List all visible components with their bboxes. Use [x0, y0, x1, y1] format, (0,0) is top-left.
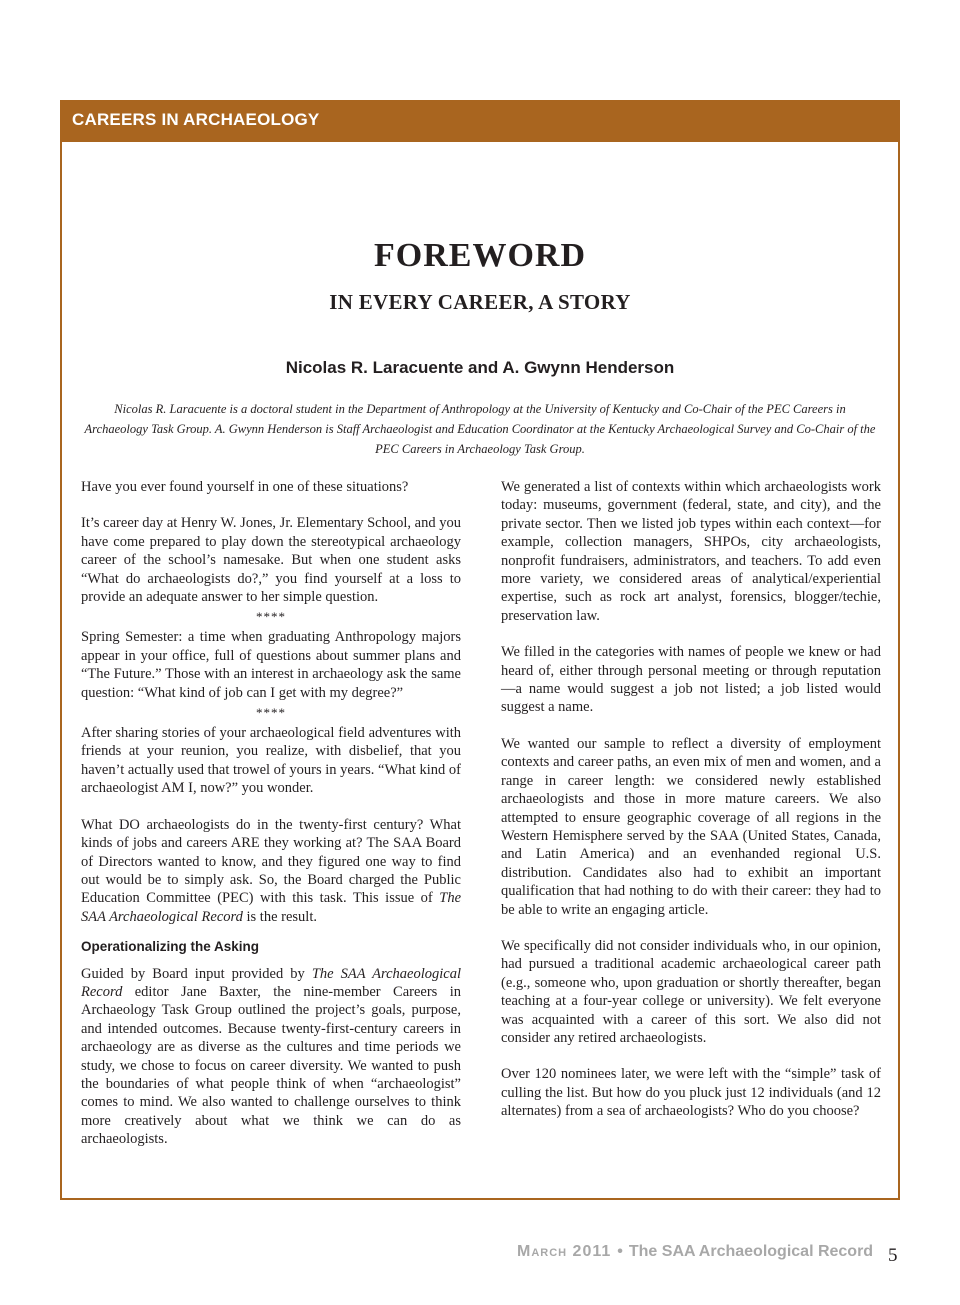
right-column [501, 478, 881, 1139]
article-title: FOREWORD [374, 237, 586, 274]
paragraph: After sharing stories of your archaeological field adventures with friends at your reunion, you realize, with disbelief, that you haven’t actually used that trowel of yours in years. “What kind of archaeologist AM I, now?” you wonder. [81, 725, 461, 797]
paragraph: Over 120 nominees later, we were left with the “simple” task of culling the list. But how do you pluck just 12 individuals (and 12 alternates) from a sea of archaeologists? Who do you choose? [501, 1066, 881, 1120]
paragraph: Have you ever found yourself in one of these situations? [81, 479, 409, 495]
paragraph [81, 816, 461, 926]
paragraph: We specifically did not consider individuals who, in our opinion, had pursued a traditional academic archaeological career path (e.g., someone who, upon graduation or shortly thereafter, began teaching at a four-year college or university). We felt everyone was acquainted with a career of this sort. We also did not consider any retired archaeologists. [501, 937, 881, 1046]
paragraph: Spring Semester: a time when graduating Anthropology majors appear in your office, full of questions about summer plans and “The Future.” Those with an interest in archaeology ask the same question: “What kind of job can I get with my degree?” [81, 629, 461, 701]
publication-name: The SAA Archaeological Record [628, 1243, 874, 1260]
issue-date: March 2011 [517, 1243, 612, 1260]
article-authors: Nicolas R. Laracuente and A. Gwynn Henderson [285, 358, 675, 377]
paragraph: We generated a list of contexts within which archaeologists work today: museums, government (federal, state, and city), and the private sector. Then we listed job types within each context—for example, collection managers, SHPOs, city archaeologists, nonprofit fundraisers, administrators, and teachers. To add even more variety, we considered areas of analytical/experiential expertise, such as rock art analyst, forensics, blogger/techie, preservation law. [501, 479, 881, 624]
text-run: is the result. [242, 908, 317, 925]
paragraph: It’s career day at Henry W. Jones, Jr. Elementary School, and you have come prepared to play down the stereotypical archaeology career of the school’s namesake. But when one student asks “What do archaeologists do?,” you find yourself at a loss to provide an adequate answer to her simple question. [81, 515, 461, 606]
text-run: editor Jane Baxter, the nine-member Careers in Archaeology Task Group outlined the project’s goals, purpose, and intended outcomes. Because twenty-first-century careers in archaeology are as diverse as the cultures and time periods we study, we chose to focus on career diversity. We wanted to push the boundaries of what people think of when “archaeologist” comes to mind. We also wanted to challenge ourselves to think more creatively about what we think we can do as archaeologists. [81, 983, 461, 1148]
left-column [81, 478, 461, 1167]
article-subtitle: IN EVERY CAREER, A STORY [329, 290, 631, 314]
bullet-separator: • [617, 1243, 623, 1260]
text-run: What DO archaeologists do in the twenty-first century? What kinds of jobs and careers ARE they working at? The SAA Board of Directors wanted to know, and they figured one way to find out would be to simply ask. So, the Board charged the Public Education Committee (PEC) with this task. This issue of [81, 816, 461, 907]
page-footer [517, 1243, 873, 1261]
publication-title: The SAA Archaeological Record [81, 965, 461, 1000]
section-banner [62, 102, 898, 142]
article-frame [60, 100, 900, 1200]
text-run: Guided by Board input provided by [81, 965, 312, 982]
page-number: 5 [888, 1245, 898, 1266]
paragraph [81, 965, 461, 1149]
section-label: CAREERS IN ARCHAEOLOGY [72, 110, 320, 129]
section-heading: Operationalizing the Asking [81, 939, 260, 955]
section-separator: **** [256, 705, 286, 721]
publication-title: The SAA Archaeological Record [81, 890, 461, 925]
paragraph: We filled in the categories with names of people we knew or had heard of, either through personal meeting or through reputation—a name would suggest a job not listed; a job listed would suggest a name. [501, 644, 881, 716]
paragraph: We wanted our sample to reflect a diversity of employment contexts and career paths, an even mix of men and women, and a range in career length: we considered newly established archaeologists and those in more mature careers. We also attempted to ensure geographic coverage of all regions in the Western Hemisphere served by the SAA (United States, Canada, and Latin America) and an evenhanded regional U.S. distribution. Candidates also had to exhibit an important qualification that had nothing to do with their career: they had to be able to write an engaging article. [501, 735, 881, 918]
section-separator: **** [256, 609, 286, 625]
author-affiliation: Nicolas R. Laracuente is a doctoral student in the Department of Anthropology at the University of Kentucky and Co-Chair of the PEC Careers in Archaeology Task Group. A. Gwynn Henderson is Staff Archaeologist and Education Coordinator at the Kentucky Archaeological Survey and Co-Chair of the PEC Careers in Archaeology Task Group. [84, 402, 876, 456]
